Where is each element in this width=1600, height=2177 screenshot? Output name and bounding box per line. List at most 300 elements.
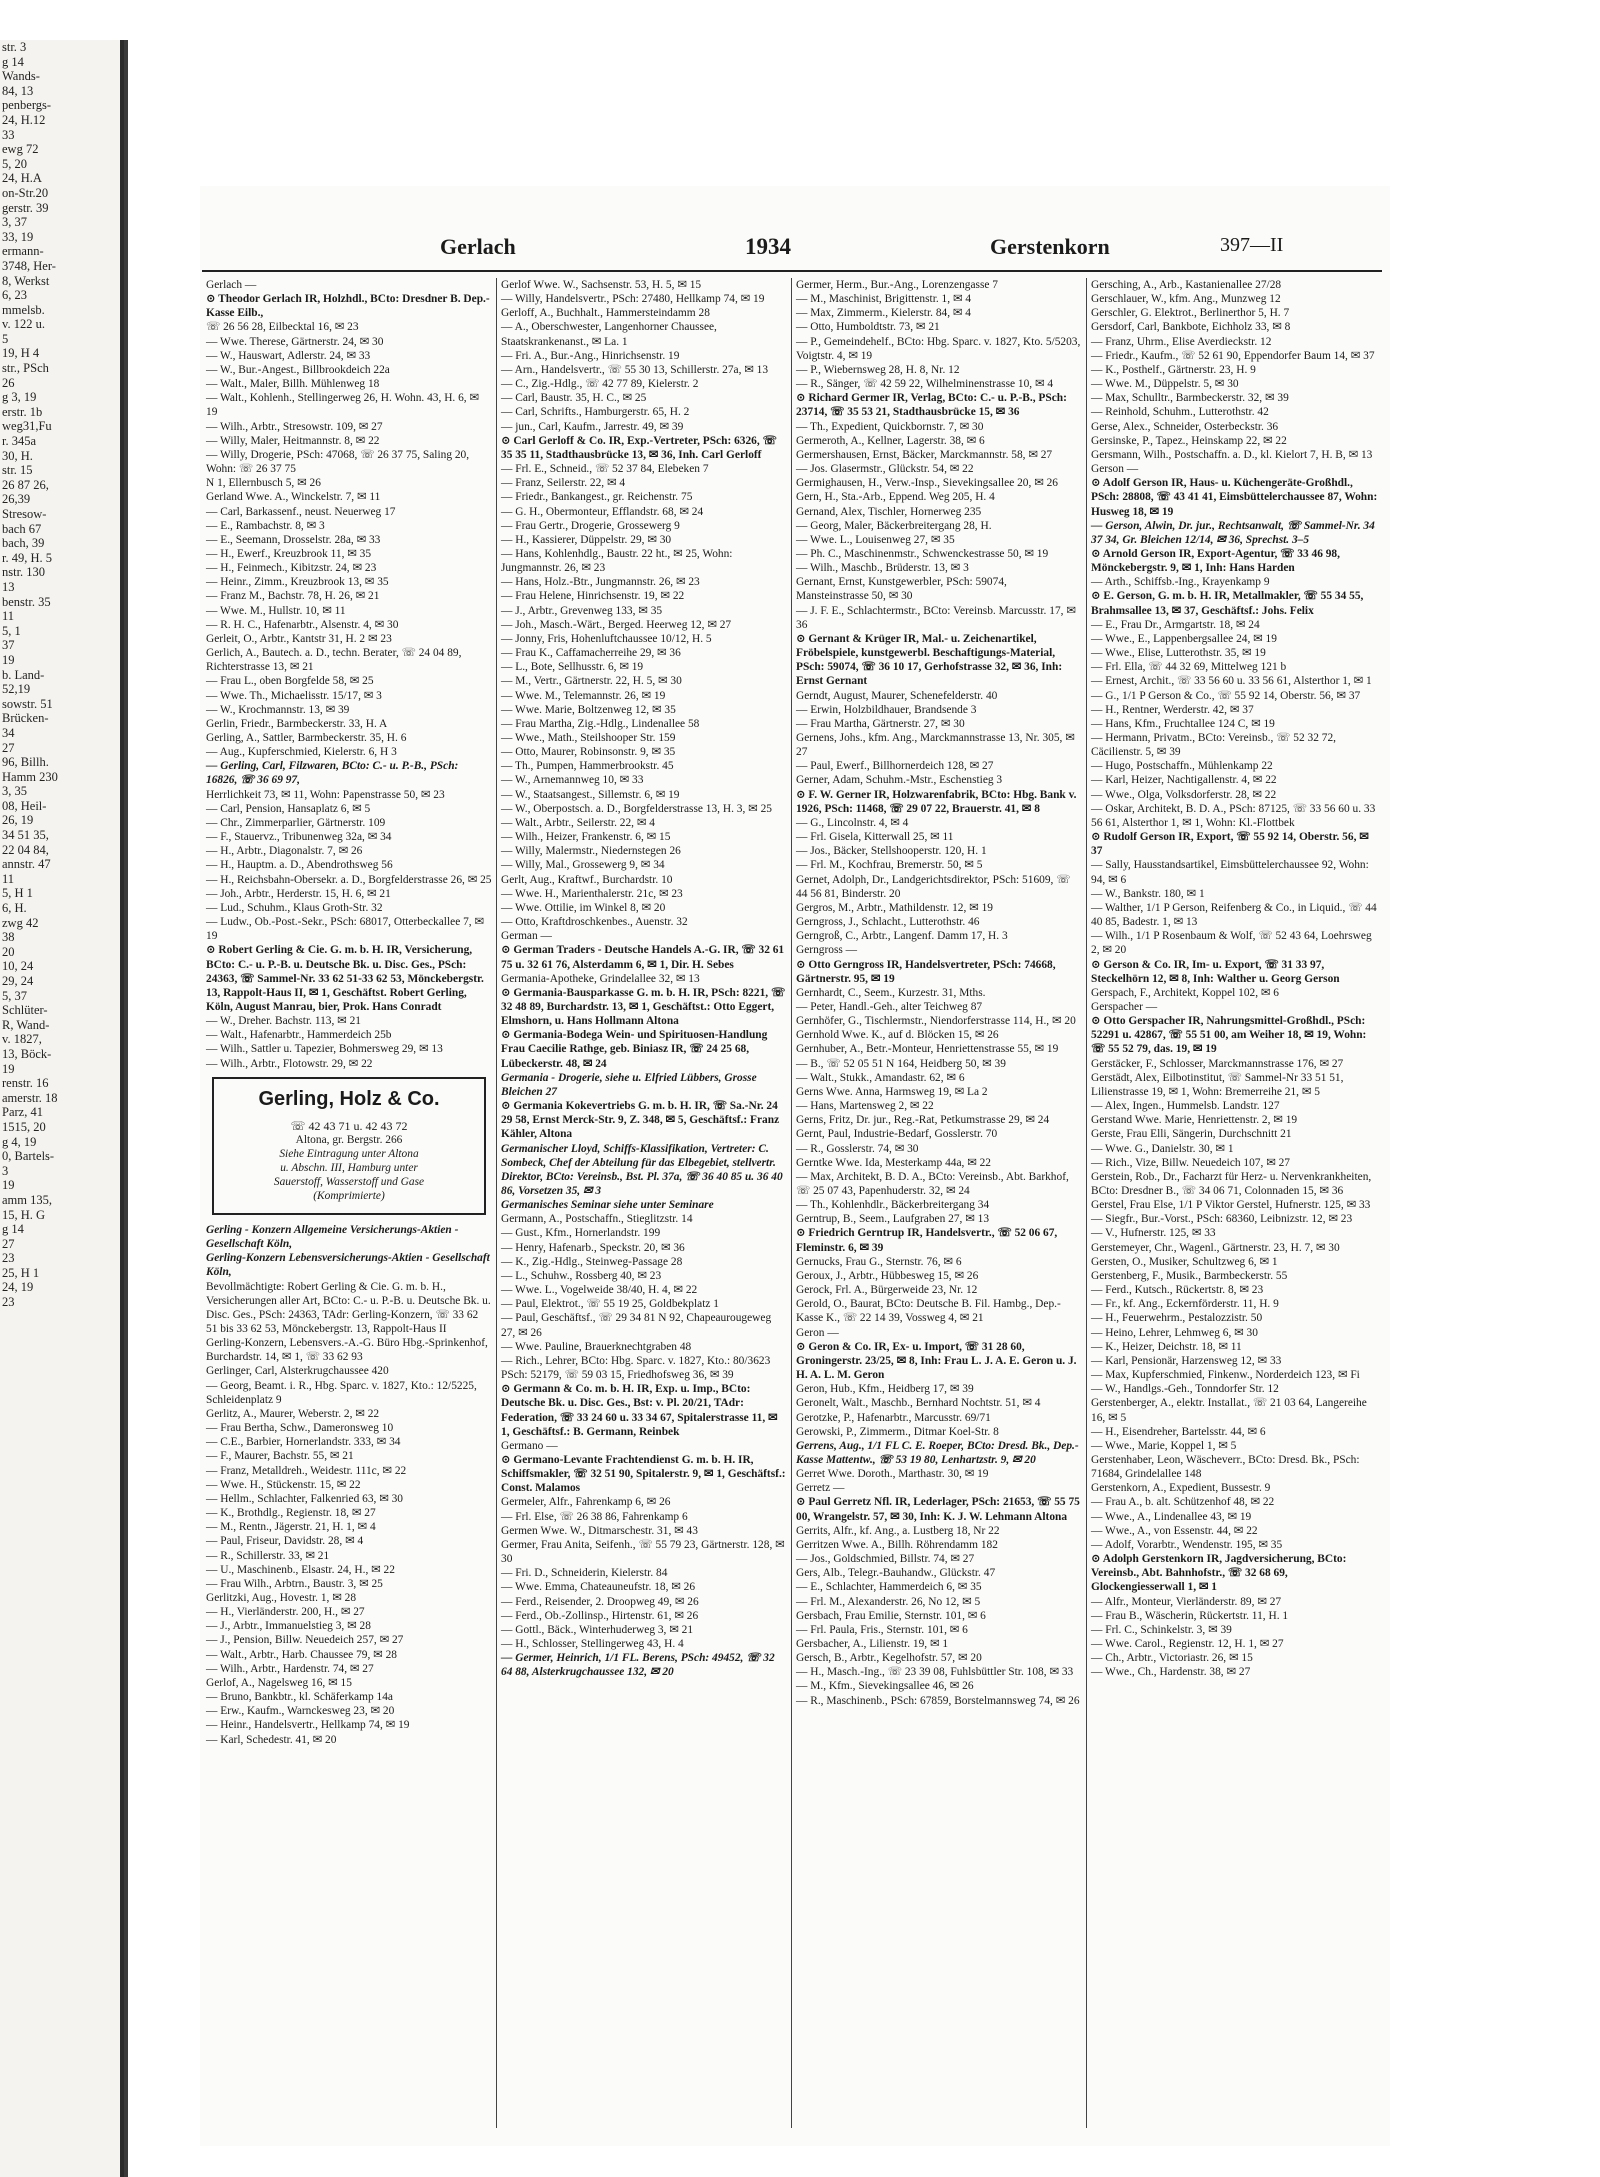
facing-page-line: 19 xyxy=(2,1178,15,1193)
directory-entry: — Max, Kupferschmied, Finkenw., Norderdeich 123, ✉ Fi xyxy=(1091,1369,1360,1382)
directory-entry: — G. H., Obermonteur, Efflandstr. 68, ✉ 24 xyxy=(501,505,704,518)
directory-entry: — Otto, Kraftdroschkenbes., Auenstr. 32 xyxy=(501,916,688,929)
directory-entry: — H., Feinmech., Kibitzstr. 24, ✉ 23 xyxy=(206,562,377,575)
directory-entry: Gerlitzki, Aug., Hovestr. 1, ✉ 28 xyxy=(206,1591,357,1604)
directory-entry: Germighausen, H., Verw.-Insp., Sievekingsallee 20, ✉ 26 xyxy=(796,477,1058,490)
directory-entry: — W., Krochmannstr. 13, ✉ 39 xyxy=(206,703,350,716)
directory-entry: ⊙ Rudolf Gerson IR, Export, ☏ 55 92 14, Oberstr. 56, ✉ 37 xyxy=(1091,831,1369,858)
directory-entry: — Walt., Arbtr., Harb. Chaussee 79, ✉ 28 xyxy=(206,1648,397,1661)
directory-entry: — Paul, Elektrot., ☏ 55 19 25, Goldbekplatz 1 xyxy=(501,1298,719,1311)
ad-note: u. Abschn. III, Hamburg unter xyxy=(280,1161,418,1174)
directory-entry: — Karl, Heizer, Nachtigallenstr. 4, ✉ 22 xyxy=(1091,774,1277,787)
directory-entry: — G., Lincolnstr. 4, ✉ 4 xyxy=(796,816,909,829)
facing-page-line: Schlüter- xyxy=(2,1003,48,1018)
facing-page-line: 5, 1 xyxy=(2,623,21,638)
directory-entry: — Hellm., Schlachter, Falkenried 63, ✉ 30 xyxy=(206,1492,403,1505)
page-number: 397—II xyxy=(1220,234,1284,256)
directory-entry: — B., ☏ 52 05 51 N 164, Heidberg 50, ✉ 39 xyxy=(796,1057,1006,1070)
directory-entry: Gernhold Wwe. K., auf d. Blöcken 15, ✉ 26 xyxy=(796,1029,999,1042)
directory-entry: German — xyxy=(501,930,552,943)
directory-entry: Gerland Wwe. A., Winckelstr. 7, ✉ 11 xyxy=(206,491,381,504)
directory-entry: N 1, Ellernbusch 5, ✉ 26 xyxy=(206,477,321,490)
facing-page-line: gerstr. 39 xyxy=(2,200,49,215)
directory-entry: — Chr., Zimmerparlier, Gärtnerstr. 109 xyxy=(206,816,386,829)
directory-entry: — Jos., Bäcker, Stellshooperstr. 120, H. 1 xyxy=(796,845,987,858)
facing-page-line: renstr. 16 xyxy=(2,1076,49,1091)
directory-entry: — Wwe., Elise, Lutterothstr. 35, ✉ 19 xyxy=(1091,647,1266,660)
facing-page-line: 19 xyxy=(2,1061,15,1076)
directory-entry: — Ferd., Kutsch., Rückertstr. 8, ✉ 23 xyxy=(1091,1284,1264,1297)
directory-entry: Gerstenkorn, A., Expedient, Bussestr. 9 xyxy=(1091,1482,1271,1495)
directory-entry: Gernens, Johs., kfm. Ang., Marckmannstrasse 13, Nr. 305, ✉ 27 xyxy=(796,732,1075,759)
facing-page-line: 26, 19 xyxy=(2,813,34,828)
facing-page-line: 6, H. xyxy=(2,901,27,916)
facing-page-line: Hamm 230 xyxy=(2,769,58,784)
directory-entry: — Aug., Kupferschmied, Kielerstr. 6, H 3 xyxy=(206,746,397,759)
directory-entry: — J., Pension, Billw. Neuedeich 257, ✉ 27 xyxy=(206,1634,404,1647)
directory-entry: Gerowski, P., Zimmerm., Ditmar Koel-Str. 8 xyxy=(796,1425,999,1438)
directory-entry: Gerspacher — xyxy=(1091,1000,1158,1013)
directory-entry: — Wwe. H., Marienthalerstr. 21c, ✉ 23 xyxy=(501,887,683,900)
directory-entry: ⊙ Robert Gerling & Cie. G. m. b. H. IR, Versicherung, BCto: C.- u. P.-B. u. Deutsche Bk. u. Disc. Ges., PSch: 24363, ☏ Sammel-Nr. 33 62 51-33 62 53, Mönckebergstr. 13, Rappolt-Haus II, ✉ 1, Geschäftst. Robert Gerling, Köln, August Manrau, bier, Prok. Hans Conradt xyxy=(206,944,484,1013)
facing-page-line: 30, H. xyxy=(2,448,33,463)
directory-entry: Gerngroß, C., Arbtr., Langenf. Damm 17, H. 3 xyxy=(796,930,1008,943)
directory-entry: — K., Posthelf., Gärtnerstr. 23, H. 9 xyxy=(1091,363,1256,376)
facing-page-line: Stresow- xyxy=(2,507,47,521)
directory-entry: — Frl. M., Alexanderstr. 26, No 12, ✉ 5 xyxy=(796,1595,981,1608)
directory-entry: — Wwe., Marie, Koppel 1, ✉ 5 xyxy=(1091,1439,1237,1452)
directory-entry: — Max, Schulltr., Barmbeckerstr. 32, ✉ 39 xyxy=(1091,392,1289,405)
directory-entry: — M., Vertr., Gärtnerstr. 22, H. 5, ✉ 30 xyxy=(501,675,682,688)
facing-page-line: g 3, 19 xyxy=(2,390,37,405)
directory-entry: — Frau Martha, Zig.-Hdlg., Lindenallee 58 xyxy=(501,717,700,730)
directory-entry: Gersch, B., Arbtr., Kegelhofstr. 57, ✉ 20 xyxy=(796,1652,982,1665)
directory-entry: — Carl, Barkassenf., neust. Neuerweg 17 xyxy=(206,505,396,518)
directory-entry: Herrlichkeit 73, ✉ 11, Wohn: Papenstrasse 50, ✉ 23 xyxy=(206,788,445,801)
directory-entry: Germano — xyxy=(501,1439,558,1452)
directory-entry: — Lud., Schuhm., Klaus Groth-Str. 32 xyxy=(206,901,383,914)
directory-entry: — Oskar, Architekt, B. D. A., PSch: 87125, ☏ 33 56 60 u. 33 56 61, Alsterthor 1, ✉ 1, Wohn: Kl.-Flottbek xyxy=(1091,802,1376,829)
directory-entry: — Wwe., Math., Steilshooper Str. 159 xyxy=(501,732,676,744)
directory-entry: Gerotzke, P., Hafenarbtr., Marcusstr. 69/71 xyxy=(796,1411,991,1424)
directory-entry: ⊙ Geron & Co. IR, Ex- u. Import, ☏ 31 28 60, Groningerstr. 23/25, ✉ 8, Inh: Frau L. J. A. E. Geron u. J. H. A. L. M. Geron xyxy=(796,1340,1077,1382)
directory-entry: — Jos. Glasermstr., Glückstr. 54, ✉ 22 xyxy=(796,463,974,476)
directory-entry: Germeroth, A., Kellner, Lagerstr. 38, ✉ 6 xyxy=(796,434,985,447)
directory-entry: ⊙ Arnold Gerson IR, Export-Agentur, ☏ 33 46 98, Mönckebergstr. 9, ✉ 1, Inh: Hans Harden xyxy=(1091,547,1340,575)
directory-entry: — Friedr., Bankangest., gr. Reichenstr. 75 xyxy=(501,491,693,504)
facing-page-line: sowstr. 51 xyxy=(2,696,53,711)
directory-entry: — Wwe., Olga, Volksdorferstr. 28, ✉ 22 xyxy=(1091,788,1277,801)
directory-entry: — M., Kfm., Sievekingsallee 46, ✉ 26 xyxy=(796,1680,974,1693)
facing-page-edge xyxy=(0,40,124,2177)
facing-page-line: mmelsb. xyxy=(2,302,45,317)
directory-entry: — Walt., Kohlenh., Stellingerweg 26, H. Wohn. 43, H. 6, ✉ 19 xyxy=(206,392,480,419)
directory-entry: Gerstand Wwe. Marie, Henriettenstr. 2, ✉ 19 xyxy=(1091,1114,1298,1127)
directory-entry: — W., Arnemannweg 10, ✉ 33 xyxy=(501,774,644,787)
header-first-name: Gerlach xyxy=(440,234,516,259)
facing-page-line: 5 xyxy=(2,331,9,346)
header-year: 1934 xyxy=(745,234,791,259)
directory-entry: — Joh., Arbtr., Herderstr. 15, H. 6, ✉ 21 xyxy=(206,887,391,900)
facing-page-line: 24, H.A xyxy=(2,171,42,186)
directory-entry: — Wilh., Arbtr., Stresowstr. 109, ✉ 27 xyxy=(206,420,383,433)
directory-entry: — Wwe. Marie, Boltzenweg 12, ✉ 35 xyxy=(501,703,676,716)
directory-entry: ⊙ F. W. Gerner IR, Holzwarenfabrik, BCto: Hbg. Bank v. 1926, PSch: 11468, ☏ 29 07 22, Brauerstr. 41, ✉ 8 xyxy=(796,788,1077,815)
directory-entry: Gerleit, O., Arbtr., Kantstr 31, H. 2 ✉ 23 xyxy=(206,632,392,645)
facing-page-line: 3, 35 xyxy=(2,784,27,799)
directory-entry: Gernucks, Frau G., Sternstr. 76, ✉ 6 xyxy=(796,1255,962,1268)
directory-entry: Gerste, Frau Elli, Sängerin, Durchschnitt 21 xyxy=(1091,1128,1292,1141)
directory-entry: — M., Maschinist, Brigittenstr. 1, ✉ 4 xyxy=(796,293,972,306)
directory-entry: Gerschler, G. Elektrot., Berlinerthor 5, H. 7 xyxy=(1091,307,1290,320)
directory-entry: — Wwe. M., Hullstr. 10, ✉ 11 xyxy=(206,604,346,617)
directory-entry: ⊙ Otto Gerspacher IR, Nahrungsmittel-Großhdl., PSch: 52291 u. 42867, ☏ 55 51 00, am Weiher 18, ✉ 19, Wohn: ☏ 55 52 79, das. 19, ✉ 19 xyxy=(1091,1015,1367,1056)
directory-entry: Bevollmächtigte: Robert Gerling & Cie. G. m. b. H., Versicherungen aller Art, BCto: C.- u. P.-B. u. Deutsche Bk. u. Disc. Ges., PSch: 24363, TAdr: Gerling-Konzern, ☏ 33 62 51 bis 33 62 53, Mönckebergstr. 13, Rappolt-Haus II xyxy=(206,1280,491,1335)
facing-page-line: 6, 23 xyxy=(2,288,27,303)
directory-entry: — C., Zig.-Hdlg., ☏ 42 77 89, Kielerstr. 2 xyxy=(501,378,699,391)
directory-entry: — J., Arbtr., Grevenweg 133, ✉ 35 xyxy=(501,604,663,617)
directory-entry: Gerling-Konzern Lebensversicherungs-Aktien - Gesellschaft Köln, xyxy=(206,1252,490,1279)
directory-entry: Germania - Drogerie, siehe u. Elfried Lübbers, Grosse Bleichen 27 xyxy=(501,1071,757,1098)
facing-page-line: 34 xyxy=(2,725,15,740)
directory-entry: — Frau Martha, Gärtnerstr. 27, ✉ 30 xyxy=(796,717,965,730)
facing-page-line: erstr. 1b xyxy=(2,404,43,419)
directory-entry: — Fri. D., Schneiderin, Kielerstr. 84 xyxy=(501,1567,668,1580)
directory-entry: — F., Maurer, Bachstr. 55, ✉ 21 xyxy=(206,1450,354,1463)
directory-entry: — J., Arbtr., Immanuelstieg 3, ✉ 28 xyxy=(206,1620,371,1633)
directory-entry: Gerstenhaber, Leon, Wäscheverr., BCto: Dresd. Bk., PSch: 71684, Grindelallee 148 xyxy=(1091,1453,1360,1481)
directory-entry: — Frau A., b. alt. Schützenhof 48, ✉ 22 xyxy=(1091,1496,1275,1509)
directory-entry: Gerloff, A., Buchhalt., Hammersteindamm 28 xyxy=(501,307,710,320)
directory-entry: — Hans, Kfm., Fruchtallee 124 C, ✉ 19 xyxy=(1091,717,1275,730)
directory-entry: Gersbacher, A., Lilienstr. 19, ✉ 1 xyxy=(796,1638,949,1650)
directory-entry: — Wwe. G., Danielstr. 30, ✉ 1 xyxy=(1091,1142,1234,1155)
directory-entry: — P., Wiebernsweg 28, H. 8, Nr. 12 xyxy=(796,363,960,376)
facing-page-line: 23 xyxy=(2,1251,15,1266)
facing-page-line: 26 xyxy=(2,375,15,390)
facing-page-line: 3748, Her- xyxy=(2,258,56,273)
directory-entry: ⊙ Germania-Bodega Wein- und Spirituosen-Handlung Frau Caecilie Rathge, geb. Biniasz IR, ☏ 24 25 68, Lübeckerstr. 48, ✉ 24 xyxy=(501,1029,768,1070)
directory-entry: — Willy, Maler, Heitmannstr. 8, ✉ 22 xyxy=(206,434,380,447)
directory-entry: — W., Dreher. Bachstr. 113, ✉ 21 xyxy=(206,1015,361,1028)
directory-entry: — Gerling, Carl, Filzwaren, BCto: C.- u. P.-B., PSch: 16826, ☏ 36 69 97, xyxy=(206,760,459,787)
directory-entry: — Otto, Maurer, Robinsonstr. 9, ✉ 35 xyxy=(501,746,676,759)
header-last-name: Gerstenkorn xyxy=(990,234,1110,259)
directory-entry: — Hans, Martensweg 2, ✉ 22 xyxy=(796,1100,934,1113)
directory-entry: Gerstel, Frau Else, 1/1 P Viktor Gerstel, Hufnerstr. 125, ✉ 33 xyxy=(1091,1199,1371,1212)
directory-entry: ⊙ Theodor Gerlach IR, Holzhdl., BCto: Dresdner B. Dep.-Kasse Eilb., xyxy=(206,293,490,320)
directory-entry: ⊙ Richard Germer IR, Verlag, BCto: C.- u. P.-B., PSch: 23714, ☏ 35 53 21, Stadthausbrücke 15, ✉ 36 xyxy=(796,392,1067,419)
facing-page-line: penbergs- xyxy=(2,98,52,113)
directory-entry: — Frl. M., Kochfrau, Bremerstr. 50, ✉ 5 xyxy=(796,859,983,872)
directory-entry: — jun., Carl, Kaufm., Jarrestr. 49, ✉ 39 xyxy=(501,420,684,433)
directory-entry: Gerner, Adam, Schuhm.-Mstr., Eschenstieg 3 xyxy=(796,774,1003,787)
directory-entry: — Frl. C., Schinkelstr. 3, ✉ 39 xyxy=(1091,1623,1232,1636)
facing-page-line: 84, 13 xyxy=(2,83,34,98)
directory-entry: — Fri. A., Bur.-Ang., Hinrichsenstr. 19 xyxy=(501,349,680,362)
directory-entry: — Carl, Pension, Hansaplatz 6, ✉ 5 xyxy=(206,802,371,815)
directory-entry: — Arth., Schiffsb.-Ing., Krayenkamp 9 xyxy=(1091,576,1270,589)
directory-page xyxy=(200,186,1390,2146)
directory-entry: — Wwe. Carol., Regienstr. 12, H. 1, ✉ 27 xyxy=(1091,1638,1284,1650)
directory-entry: — Frau Wilh., Arbtrn., Baustr. 3, ✉ 25 xyxy=(206,1577,383,1590)
directory-entry: — Gottl., Bäck., Winterhuderweg 3, ✉ 21 xyxy=(501,1623,694,1636)
directory-entry: Gerlof Wwe. W., Sachsenstr. 53, H. 5, ✉ 15 xyxy=(501,279,702,291)
directory-entry: — W., Hauswart, Adlerstr. 24, ✉ 33 xyxy=(206,349,371,362)
directory-entry: Gerlof, A., Nagelsweg 16, ✉ 15 xyxy=(206,1676,352,1689)
directory-entry: — Wilh., Arbtr., Flotowstr. 29, ✉ 22 xyxy=(206,1057,373,1070)
directory-entry: Gersching, A., Arb., Kastanienallee 27/28 xyxy=(1091,279,1282,291)
directory-entry: — Jonny, Fris, Hohenluftchaussee 10/12, H. 5 xyxy=(501,632,712,645)
directory-entry: — Wilh., 1/1 P Rosenbaum & Wolf, ☏ 52 43 64, Loehrsweg 2, ✉ 20 xyxy=(1091,930,1372,957)
facing-page-line: str. 3 xyxy=(2,40,27,54)
ad-phone: ☏ 42 43 71 u. 42 43 72 xyxy=(290,1118,408,1133)
directory-entry: — Bruno, Bankbtr., kl. Schäferkamp 14a xyxy=(206,1691,393,1704)
facing-page-line: 1515, 20 xyxy=(2,1119,46,1134)
directory-entry: Gerlich, A., Bautech. a. D., techn. Berater, ☏ 24 04 89, Richterstrasse 13, ✉ 21 xyxy=(206,647,462,674)
facing-page-line: 0, Bartels- xyxy=(2,1149,55,1164)
directory-entry: Gers, Alb., Telegr.-Bauhandw., Glückstr. 47 xyxy=(796,1567,996,1580)
ad-title: Gerling, Holz & Co. xyxy=(258,1087,440,1110)
facing-page-line: 08, Heil- xyxy=(2,798,47,813)
column-4 xyxy=(1087,278,1382,2128)
directory-entry: — Paul, Ewerf., Billhornerdeich 128, ✉ 27 xyxy=(796,760,994,773)
directory-entry: — Reinhold, Schuhm., Lutterothstr. 42 xyxy=(1091,406,1269,419)
directory-entry: — Rich., Lehrer, BCto: Hbg. Sparc. v. 1827, Kto.: 80/3623 PSch: 52179, ☏ 59 03 15, Friedhofsweg 36, ✉ 39 xyxy=(501,1354,771,1382)
directory-entry: — E., Schlachter, Hammerdeich 6, ✉ 35 xyxy=(796,1581,982,1594)
directory-entry: — F., Stauervz., Tribunenweg 32a, ✉ 34 xyxy=(206,831,392,844)
directory-entry: — W., Handlgs.-Geh., Tonndorfer Str. 12 xyxy=(1091,1383,1279,1396)
ad-note: (Komprimierte) xyxy=(313,1189,385,1202)
directory-entry: — R. H. C., Hafenarbtr., Alsenstr. 4, ✉ 30 xyxy=(206,618,399,631)
directory-entry: Geronelt, Walt., Maschb., Bernhard Nochtstr. 51, ✉ 4 xyxy=(796,1397,1041,1410)
directory-entry: — Th., Expedient, Quickbornstr. 7, ✉ 30 xyxy=(796,420,984,433)
directory-entry: — K., Heizer, Deichstr. 18, ✉ 11 xyxy=(1091,1340,1242,1353)
directory-entry: — H., Masch.-Ing., ☏ 23 39 08, Fuhlsbüttler Str. 108, ✉ 33 xyxy=(796,1666,1074,1679)
directory-entry: — H., Eisendreher, Bartelsstr. 44, ✉ 6 xyxy=(1091,1425,1266,1438)
directory-entry: Germeler, Alfr., Fahrenkamp 6, ✉ 26 xyxy=(501,1496,671,1509)
directory-entry: — Ph. C., Maschinenmstr., Schwenckestrasse 50, ✉ 19 xyxy=(796,547,1049,560)
directory-entry: — Frau K., Caffamacherreihe 29, ✉ 36 xyxy=(501,647,681,660)
directory-entry: — Walt., Maler, Billh. Mühlenweg 18 xyxy=(206,378,380,391)
directory-entry: Gerstemeyer, Chr., Wagenl., Gärtnerstr. 23, H. 7, ✉ 30 xyxy=(1091,1241,1340,1254)
directory-entry: — Henry, Hafenarb., Speckstr. 20, ✉ 36 xyxy=(501,1241,685,1254)
directory-entry: — H., Rentner, Werderstr. 42, ✉ 37 xyxy=(1091,703,1254,716)
page-header xyxy=(200,234,1390,266)
directory-entry: Germer, Herm., Bur.-Ang., Lorenzengasse 7 xyxy=(796,279,998,291)
facing-page-line: 3 xyxy=(2,1163,9,1178)
directory-entry: — Wilh., Arbtr., Hardenstr. 74, ✉ 27 xyxy=(206,1662,374,1675)
facing-page-line: 24, 19 xyxy=(2,1280,34,1295)
directory-entry: Gerock, Frl. A., Bürgerweide 23, Nr. 12 xyxy=(796,1284,978,1297)
directory-entry: — Gust., Kfm., Hornerlandstr. 199 xyxy=(501,1227,661,1240)
directory-entry: Gerret Wwe. Doroth., Marthastr. 30, ✉ 19 xyxy=(796,1468,989,1481)
directory-entry: — Th., Pumpen, Hammerbrookstr. 45 xyxy=(501,760,674,773)
directory-entry: — R., Maschinenb., PSch: 67859, Borstelmannsweg 74, ✉ 26 xyxy=(796,1694,1080,1707)
directory-entry: — Ch., Arbtr., Victoriastr. 26, ✉ 15 xyxy=(1091,1652,1253,1665)
directory-entry: ⊙ Gerson & Co. IR, Im- u. Export, ☏ 31 33 97, Steckelhörn 12, ✉ 8, Inh: Walther u. Georg Gerson xyxy=(1091,958,1340,985)
directory-entry: — G., 1/1 P Gerson & Co., ☏ 55 92 14, Oberstr. 56, ✉ 37 xyxy=(1091,689,1361,702)
directory-entry: — Frl. Else, ☏ 26 38 86, Fahrenkamp 6 xyxy=(501,1510,688,1523)
directory-entry: — Frau Helene, Hinrichsenstr. 19, ✉ 22 xyxy=(501,590,685,603)
directory-entry: — H., Hauptm. a. D., Abendrothsweg 56 xyxy=(206,859,393,872)
directory-entry: — R., Schillerstr. 33, ✉ 21 xyxy=(206,1549,330,1562)
directory-entry: — Wwe. Emma, Chateauneufstr. 18, ✉ 26 xyxy=(501,1581,696,1594)
directory-entry: — Friedr., Kaufm., ☏ 52 61 90, Eppendorfer Baum 14, ✉ 37 xyxy=(1091,349,1375,362)
directory-entry: — W., Staatsangest., Sillemstr. 6, ✉ 19 xyxy=(501,788,680,801)
facing-page-line: 11 xyxy=(2,609,15,624)
directory-entry: Gerns Wwe. Anna, Harmsweg 19, ✉ La 2 xyxy=(796,1085,988,1098)
book-gutter xyxy=(124,40,128,2177)
directory-entry: — J. F. E., Schlachtermstr., BCto: Vereinsb. Marcusstr. 17, ✉ 36 xyxy=(796,604,1076,631)
directory-entry: — W., Oberpostsch. a. D., Borgfelderstrasse 13, H. 3, ✉ 25 xyxy=(501,802,772,815)
directory-entry: Gerlinger, Carl, Alsterkrugchaussee 420 xyxy=(206,1365,389,1378)
facing-page-line: R, Wand- xyxy=(2,1017,50,1032)
directory-entry: — Peter, Handl.-Geh., alter Teichweg 87 xyxy=(796,1000,983,1013)
directory-entry: Gernhöfer, G., Tischlermstr., Niendorferstrasse 114, H., ✉ 20 xyxy=(796,1015,1076,1028)
directory-entry: — C.E., Barbier, Hornerlandstr. 333, ✉ 34 xyxy=(206,1436,401,1449)
facing-page-line: Wands- xyxy=(2,69,40,84)
directory-entry: — Franz, Seilerstr. 22, ✉ 4 xyxy=(501,477,626,490)
directory-entry: Gerngross — xyxy=(796,944,858,957)
directory-entry: Gerstädt, Alex, Eilbotinstitut, ☏ Sammel-Nr 33 51 51, Lilienstrasse 19, ✉ 1, Wohn: Bremerreihe 21, ✉ 5 xyxy=(1091,1071,1344,1098)
directory-entry: — Walt., Stukk., Amandastr. 62, ✉ 6 xyxy=(796,1071,965,1084)
facing-page-line: ermann- xyxy=(2,244,44,259)
directory-entry: — Wwe. L., Vogelweide 38/40, H. 4, ✉ 22 xyxy=(501,1284,698,1297)
facing-page-line: amm 135, xyxy=(2,1192,52,1207)
directory-entry: Gerntrup, B., Seem., Laufgraben 27, ✉ 13 xyxy=(796,1213,990,1226)
facing-page-line: g 14 xyxy=(2,1222,24,1237)
directory-entry: — R., Gosslerstr. 74, ✉ 30 xyxy=(796,1142,919,1155)
directory-entry: — Willy, Mal., Grossewerg 9, ✉ 34 xyxy=(501,859,665,872)
facing-page-line: annstr. 47 xyxy=(2,857,51,872)
directory-entry: Gernant, Ernst, Kunstgewerbler, PSch: 59074, Mansteinstrasse 50, ✉ 30 xyxy=(796,576,1007,603)
directory-entry: — W., Bur.-Angest., Billbrookdeich 22a xyxy=(206,363,390,376)
directory-entry: Gernhardt, C., Seem., Kurzestr. 31, Mths. xyxy=(796,986,986,999)
facing-page-line: 29, 24 xyxy=(2,974,34,988)
directory-entry: — Frau B., Wäscherin, Rückertstr. 11, H. 1 xyxy=(1091,1609,1289,1622)
facing-page-line: 5, 37 xyxy=(2,988,27,1003)
directory-entry: Gersinske, P., Tapez., Heinskamp 22, ✉ 22 xyxy=(1091,434,1287,447)
directory-entry: — Frl. Gisela, Kitterwall 25, ✉ 11 xyxy=(796,831,954,844)
directory-entry: — W., Bankstr. 180, ✉ 1 xyxy=(1091,887,1205,900)
directory-entry: ⊙ Germania Kokevertriebs G. m. b. H. IR, ☏ Sa.-Nr. 24 29 58, Ernst Merck-Str. 9, Z. 348, ✉ 5, Geschäftsf.: Franz Kähler, Altona xyxy=(501,1100,780,1141)
directory-entry: Germanischer Lloyd, Schiffs-Klassifikation, Vertreter: C. Sombeck, Chef der Abteilung für das Elbegebiet, stellvertr. Direktor, BCto: Vereinsb., Bst. Pl. 37a, ☏ 36 40 85 u. 36 40 86, Vorsetzen 35, ✉ 3 xyxy=(501,1142,783,1197)
directory-entry: — Paul, Friseur, Davidstr. 28, ✉ 4 xyxy=(206,1535,364,1548)
facing-page-line: 13 xyxy=(2,579,15,594)
directory-entry: — E., Frau Dr., Armgartstr. 18, ✉ 24 xyxy=(1091,618,1260,631)
directory-entry: Germer, Frau Anita, Seifenh., ☏ 55 79 23, Gärtnerstr. 128, ✉ 30 xyxy=(501,1538,785,1566)
facing-page-line: nstr. 130 xyxy=(2,565,46,580)
directory-entry: — Frl. Paula, Fris., Sternstr. 101, ✉ 6 xyxy=(796,1623,968,1636)
facing-page-line: 20 xyxy=(2,944,15,959)
directory-entry: Germen Wwe. W., Ditmarschestr. 31, ✉ 43 xyxy=(501,1524,698,1537)
directory-entry: — Wwe. Pauline, Brauerknechtgraben 48 xyxy=(501,1340,692,1353)
facing-page-line: 24, H.12 xyxy=(2,112,46,127)
directory-entry: Gersbach, Frau Emilie, Sternstr. 101, ✉ 6 xyxy=(796,1609,986,1622)
facing-page-line: 5, 20 xyxy=(2,156,27,171)
facing-page-line: 11 xyxy=(2,871,15,886)
directory-entry: — Alfr., Monteur, Vierländerstr. 89, ✉ 27 xyxy=(1091,1595,1282,1608)
directory-entry: — Adolf, Vorarbtr., Wendenstr. 195, ✉ 35 xyxy=(1091,1538,1283,1551)
directory-entry: — Wwe., A., von Essenstr. 44, ✉ 22 xyxy=(1091,1524,1258,1537)
directory-entry: Gerns, Fritz, Dr. jur., Reg.-Rat, Petkumstrasse 29, ✉ 24 xyxy=(796,1114,1050,1127)
directory-entry: — Wwe. Ottilie, im Winkel 8, ✉ 20 xyxy=(501,901,666,914)
directory-entry: — Gerson, Alwin, Dr. jur., Rechtsanwalt, ☏ Sammel-Nr. 34 37 34, Gr. Bleichen 12/14, ✉ 36, Sprechst. 3–5 xyxy=(1091,519,1375,546)
directory-entry: — Frau Bertha, Schw., Dameronsweg 10 xyxy=(206,1422,394,1435)
directory-entry: Gerling, A., Sattler, Barmbeckerstr. 35, H. 6 xyxy=(206,732,407,744)
directory-entry: Gerlitz, A., Maurer, Weberstr. 2, ✉ 22 xyxy=(206,1407,380,1420)
directory-entry: — Frau Gertr., Drogerie, Grossewerg 9 xyxy=(501,519,680,532)
directory-entry: — R., Sänger, ☏ 42 59 22, Wilhelminenstrasse 10, ✉ 4 xyxy=(796,378,1054,391)
directory-entry: Gerstenberger, A., elektr. Installat., ☏ 21 03 64, Langereihe 16, ✉ 5 xyxy=(1091,1397,1367,1424)
directory-entry: — Hugo, Postschaffn., Mühlenkamp 22 xyxy=(1091,760,1273,773)
facing-page-line: bach 67 xyxy=(2,521,42,536)
directory-entry: — Germer, Heinrich, 1/1 FL. Berens, PSch: 49452, ☏ 32 64 88, Alsterkrugchaussee 132, ✉ 20 xyxy=(501,1652,775,1679)
directory-entry: ⊙ Gernant & Krüger IR, Mal.- u. Zeichenartikel, Fröbelspiele, kunstgewerbl. Beschaftigungs-Material, PSch: 59074, ☏ 36 10 17, Gerhofstrasse 32, ✉ 36, Inh: Ernst Gernant xyxy=(796,632,1063,688)
facing-page-line: 33, 19 xyxy=(2,229,34,244)
facing-page-line: amerstr. 18 xyxy=(2,1090,58,1105)
directory-entry: Geron, Hub., Kfm., Heidberg 17, ✉ 39 xyxy=(796,1383,974,1396)
directory-entry: Gerschlauer, W., kfm. Ang., Munzweg 12 xyxy=(1091,293,1281,306)
directory-entry: Gernand, Alex, Tischler, Hornerweg 235 xyxy=(796,505,982,518)
directory-entry: — Alex, Ingen., Hummelsb. Landstr. 127 xyxy=(1091,1100,1280,1113)
directory-entry: ⊙ Germania-Bausparkasse G. m. b. H. IR, PSch: 8221, ☏ 32 48 89, Burchardstr. 13, ✉ 1, Geschäftst.: Otto Eggert, Elmshorn, u. Hans Hollmann Altona xyxy=(501,986,786,1028)
directory-entry: — Siegfr., Bur.-Vorst., PSch: 68360, Leibnizstr. 12, ✉ 23 xyxy=(1091,1213,1353,1226)
directory-entry: — Karl, Pensionär, Harzensweg 12, ✉ 33 xyxy=(1091,1354,1282,1367)
directory-entry: Gerlach — xyxy=(206,279,257,291)
directory-entry: Gersten, O., Musiker, Schultzweg 6, ✉ 1 xyxy=(1091,1255,1278,1268)
facing-page-line: g 14 xyxy=(2,54,24,69)
directory-entry: — E., Seemann, Drosselstr. 28a, ✉ 33 xyxy=(206,533,381,546)
directory-entry: Gernet, Adolph, Dr., Landgerichtsdirektor, PSch: 51609, ☏ 44 56 81, Binderstr. 20 xyxy=(796,873,1071,900)
directory-entry: — Hans, Holz.-Btr., Jungmannstr. 26, ✉ 23 xyxy=(501,576,700,589)
facing-page-line: 19, H 4 xyxy=(2,346,40,361)
directory-entry: — Wwe. L., Louisenweg 27, ✉ 35 xyxy=(796,533,955,546)
directory-entry: — Max, Zimmerm., Kielerstr. 84, ✉ 4 xyxy=(796,307,971,320)
directory-entry: — Georg, Beamt. i. R., Hbg. Sparc. v. 1827, Kto.: 12/5225, Schleidenplatz 9 xyxy=(206,1379,477,1406)
directory-entry: ⊙ Germann & Co. m. b. H. IR, Exp. u. Imp., BCto: Deutsche Bk. u. Disc. Ges., Bst: v. Pl. 20/21, TAdr: Federation, ☏ 33 24 60 u. 33 34 67, Spitalerstrasse 11, ✉ 1, Geschäftsf.: B. Germann, Reinbek xyxy=(501,1383,778,1438)
directory-entry: ⊙ Carl Gerloff & Co. IR, Exp.-Vertreter, PSch: 6326, ☏ 35 35 11, Stadthausbrücke 13, ✉ 36, Inh. Carl Gerloff xyxy=(501,434,777,461)
column-1 xyxy=(202,278,497,2128)
directory-entry: Gerrens, Aug., 1/1 FL C. E. Roeper, BCto: Dresd. Bk., Dep.-Kasse Mattentw., ☏ 53 19 80, Lenhartzstr. 9, ✉ 20 xyxy=(796,1439,1079,1466)
facing-page-line: 52,19 xyxy=(2,682,31,697)
directory-entry: — Th., Kohlenhdlr., Bäckerbreitergang 34 xyxy=(796,1199,990,1212)
directory-entry: — Ludw., Ob.-Post.-Sekr., PSch: 68017, Otterbeckallee 7, ✉ 19 xyxy=(206,916,485,943)
directory-entry: — Ferd., Reisender, 2. Droopweg 49, ✉ 26 xyxy=(501,1595,699,1608)
directory-entry: — Willy, Malermstr., Niedernstegen 26 xyxy=(501,845,681,858)
directory-entry: — Wwe. Th., Michaelisstr. 15/17, ✉ 3 xyxy=(206,689,382,702)
directory-entry: — Carl, Baustr. 35, H. C., ✉ 25 xyxy=(501,392,647,405)
facing-page-line: 5, H 1 xyxy=(2,886,33,901)
facing-page-line: r. 49, H. 5 xyxy=(2,550,52,565)
directory-entry: Gersmann, Wilh., Postschaffn. a. D., kl. Kielort 7, H. B, ✉ 13 xyxy=(1091,448,1373,461)
facing-page-line: 27 xyxy=(2,1236,15,1251)
directory-entry: — M., Rentn., Jägerstr. 21, H. 1, ✉ 4 xyxy=(206,1521,376,1534)
directory-entry: Gerrits, Alfr., kf. Ang., a. Lustberg 18, Nr 22 xyxy=(796,1524,1000,1537)
directory-entry: ⊙ E. Gerson, G. m. b. H. IR, Metallmakler, ☏ 55 34 55, Brahmsallee 13, ✉ 37, Geschäftsf.: Johs. Felix xyxy=(1091,590,1364,617)
directory-entry: — Willy, Handelsvertr., PSch: 27480, Hellkamp 74, ✉ 19 xyxy=(501,293,765,306)
directory-entry: — H., Feuerwehrm., Pestalozzistr. 50 xyxy=(1091,1312,1263,1325)
directory-entry: — Frau L., oben Borgfelde 58, ✉ 25 xyxy=(206,675,374,688)
facing-page-line: 22 04 84, xyxy=(2,842,49,857)
facing-page-line: 27 xyxy=(2,740,15,755)
ad-address: Altona, gr. Bergstr. 266 xyxy=(295,1133,403,1146)
directory-entry: ⊙ Otto Gerngross IR, Handelsvertreter, PSch: 74668, Gärtnerstr. 95, ✉ 19 xyxy=(796,958,1056,985)
column-2 xyxy=(497,278,792,2128)
facing-page-line: 8, Werkst xyxy=(2,273,50,288)
column-3 xyxy=(792,278,1087,2128)
